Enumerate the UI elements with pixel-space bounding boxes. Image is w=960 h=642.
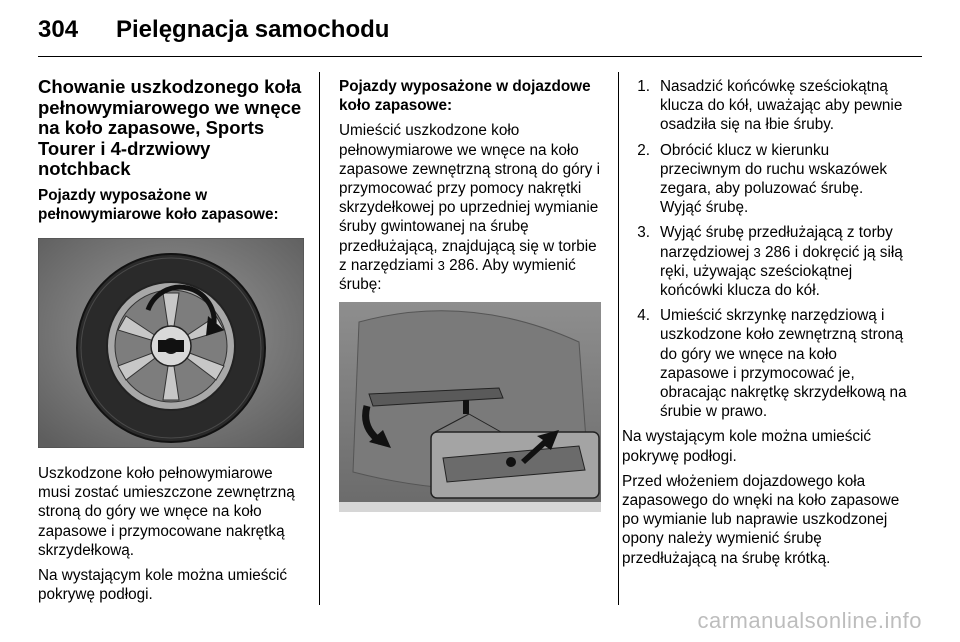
step-number: 4. bbox=[637, 307, 650, 325]
steps-list bbox=[622, 77, 908, 421]
column-divider-2 bbox=[618, 72, 619, 605]
step-text: Obrócić klucz w kierunku przeciwnym do ruchu wskazówek zegara, aby poluzować śrubę. Wyjąć śrubę. bbox=[660, 141, 887, 217]
column-3 bbox=[622, 77, 908, 574]
spare-wheel-figure bbox=[38, 238, 306, 448]
step-text: Nasadzić końcówkę sześciokątną klucza do kół, uważając aby pewnie osadziła się na łbie śruby. bbox=[660, 78, 903, 134]
header-rule bbox=[38, 56, 922, 57]
page-ref-arrow-icon: 3 bbox=[753, 244, 761, 260]
column-2 bbox=[339, 77, 605, 528]
subhead-fullsize-spare: Pojazdy wyposażone w pełnowymiarowe koło zapasowe: bbox=[38, 186, 279, 223]
col2-paragraph-text: Umieścić uszkodzone koło pełnowymiarowe we wnęce na koło zapasowe zewnętrzną stroną do góry i przymocować przy pomocy nakrętki skrzydełkowej po uprzedniej wymianie śruby gwintowanej na śrubę przedłużającą, znajdującą się w torbie z narzędziami bbox=[339, 122, 601, 274]
col1-paragraph-1: Uszkodzone koło pełnowymiarowe musi zostać umieszczone zewnętrzną stroną do góry we wnęce na koło zapasowe i przymocowane nakrętką skrzydełkową. bbox=[38, 464, 295, 559]
bolt-replacement-illustration bbox=[339, 302, 601, 512]
col3-paragraph-1: Na wystającym kole można umieścić pokrywę podłogi. bbox=[622, 428, 872, 465]
step-text: Umieścić skrzynkę narzędziową i uszkodzone koło zewnętrzną stroną do góry we wnęce na koło zapasowe i przymocować je, obracając nakrętkę skrzydełkową na śrubie w prawo. bbox=[660, 307, 907, 421]
list-item bbox=[622, 77, 908, 135]
list-item bbox=[622, 306, 908, 421]
step-text-a: Wyjąć śrubę przedłużającą z torby narzędziowej bbox=[660, 224, 893, 261]
page-ref-arrow-icon: 3 bbox=[437, 257, 445, 273]
column-divider-1 bbox=[319, 72, 320, 605]
step-number: 3. bbox=[637, 224, 650, 242]
list-item bbox=[622, 141, 908, 218]
col2-page-ref: 286 bbox=[449, 256, 475, 274]
section-title: Chowanie uszkodzonego koła pełnowymiarowego we wnęce na koło zapasowe, Sports Tourer i 4-drzwiowy notchback bbox=[38, 76, 302, 179]
list-item bbox=[622, 223, 908, 300]
page-title: Pielęgnacja samochodu bbox=[116, 16, 390, 43]
column-1 bbox=[38, 77, 306, 610]
page-number: 304 bbox=[38, 16, 79, 43]
col2-paragraph bbox=[339, 121, 605, 294]
col2-paragraph-end: . Aby wymienić śrubę: bbox=[339, 256, 576, 294]
step-text-b: i dokręcić ją siłą ręki, używając sześciokątnej końcówki klucza do kół. bbox=[660, 243, 903, 300]
step-number: 1. bbox=[637, 78, 650, 95]
watermark: carmanualsonline.info bbox=[697, 608, 922, 633]
subhead-temporary-spare: Pojazdy wyposażone w dojazdowe koło zapasowe: bbox=[339, 78, 591, 115]
spare-wheel-illustration bbox=[38, 238, 304, 448]
col3-paragraph-2: Przed włożeniem dojazdowego koła zapasowego do wnęki na koło zapasowe po wymianie lub naprawie uszkodzonej opony należy wymienić śrubę przedłużającą na śrubę krótką. bbox=[622, 472, 900, 567]
step-number: 2. bbox=[637, 141, 650, 159]
bolt-replacement-figure bbox=[339, 302, 605, 512]
col1-paragraph-2: Na wystającym kole można umieścić pokrywę podłogi. bbox=[38, 566, 288, 604]
step-page-ref: 286 bbox=[765, 243, 791, 261]
page-header bbox=[38, 14, 389, 46]
